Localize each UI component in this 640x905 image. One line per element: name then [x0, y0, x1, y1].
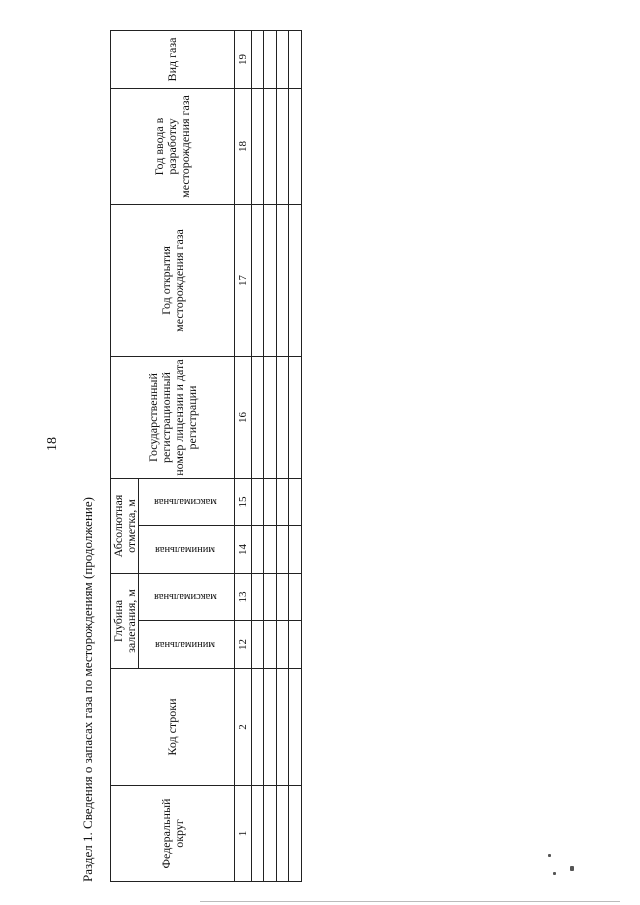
table-cell [251, 89, 264, 205]
table-row [289, 31, 302, 882]
scan-speck [553, 872, 556, 875]
section-title: Раздел 1. Сведения о запасах газа по месторождениям (продолжение) [80, 497, 95, 882]
table-cell [289, 526, 302, 574]
table-cell [289, 31, 302, 89]
column-number: 1 [235, 786, 252, 882]
header-abs-max [139, 479, 235, 526]
header-abs-min-label: минимальная [155, 544, 216, 555]
table-cell [276, 621, 289, 669]
header-depth-max-label: максимальная [153, 591, 217, 603]
table-cell [276, 526, 289, 574]
table-cell [276, 786, 289, 882]
table-cell [289, 786, 302, 882]
table-cell [264, 31, 277, 89]
table-cell [251, 205, 264, 357]
table-cell [264, 479, 277, 526]
column-number: 12 [235, 621, 252, 669]
table-cell [289, 479, 302, 526]
table-cell [251, 574, 264, 621]
header-dev-year: Год ввода в разработку месторождения газа [111, 89, 235, 205]
table-cell [289, 669, 302, 786]
table-cell [276, 357, 289, 479]
table-cell [276, 205, 289, 357]
table-cell [289, 357, 302, 479]
header-discovery-year: Год открытия месторождения газа [111, 205, 235, 357]
header-depth-min-label: минимальная [155, 639, 216, 650]
table-cell [251, 357, 264, 479]
column-number: 2 [235, 669, 252, 786]
scan-speck [548, 854, 551, 857]
table-cell [264, 89, 277, 205]
column-number: 15 [235, 479, 252, 526]
scan-speck [570, 866, 574, 871]
table-cell [251, 526, 264, 574]
header-abs-mark: Абсолютная отметка, м [111, 479, 139, 574]
table-cell [251, 669, 264, 786]
header-federal-district: Федеральный округ [111, 786, 235, 882]
table-cell [276, 574, 289, 621]
header-row-code: Код строки [111, 669, 235, 786]
column-number: 17 [235, 205, 252, 357]
column-number: 16 [235, 357, 252, 479]
gas-reserves-grid [110, 30, 302, 882]
column-number: 19 [235, 31, 252, 89]
table-cell [251, 479, 264, 526]
table-cell [264, 621, 277, 669]
page-edge [200, 901, 620, 902]
column-number: 18 [235, 89, 252, 205]
header-depth-max [139, 574, 235, 621]
table-cell [264, 574, 277, 621]
gas-reserves-table [110, 31, 302, 882]
table-cell [264, 669, 277, 786]
header-registration: Государственный регистрационный номер лицензии и дата регистрации [111, 357, 235, 479]
header-depth-min [139, 621, 235, 669]
table-cell [289, 574, 302, 621]
table-row [251, 31, 264, 882]
table-cell [264, 357, 277, 479]
table-cell [251, 786, 264, 882]
table-row [264, 31, 277, 882]
table-cell [289, 621, 302, 669]
header-depth: Глубина залегания, м [111, 574, 139, 669]
column-number-row [235, 31, 252, 882]
column-number: 13 [235, 574, 252, 621]
table-cell [276, 669, 289, 786]
table-cell [276, 479, 289, 526]
table-cell [289, 205, 302, 357]
table-cell [264, 526, 277, 574]
table-cell [289, 89, 302, 205]
table-row [276, 31, 289, 882]
header-abs-min [139, 526, 235, 574]
table-cell [276, 89, 289, 205]
table-cell [251, 621, 264, 669]
page-number: 18 [45, 437, 60, 451]
header-abs-max-label: максимальная [153, 496, 217, 508]
header-gas-type: Вид газа [111, 31, 235, 89]
column-number: 14 [235, 526, 252, 574]
table-cell [264, 786, 277, 882]
table-cell [251, 31, 264, 89]
table-cell [264, 205, 277, 357]
table-cell [276, 31, 289, 89]
